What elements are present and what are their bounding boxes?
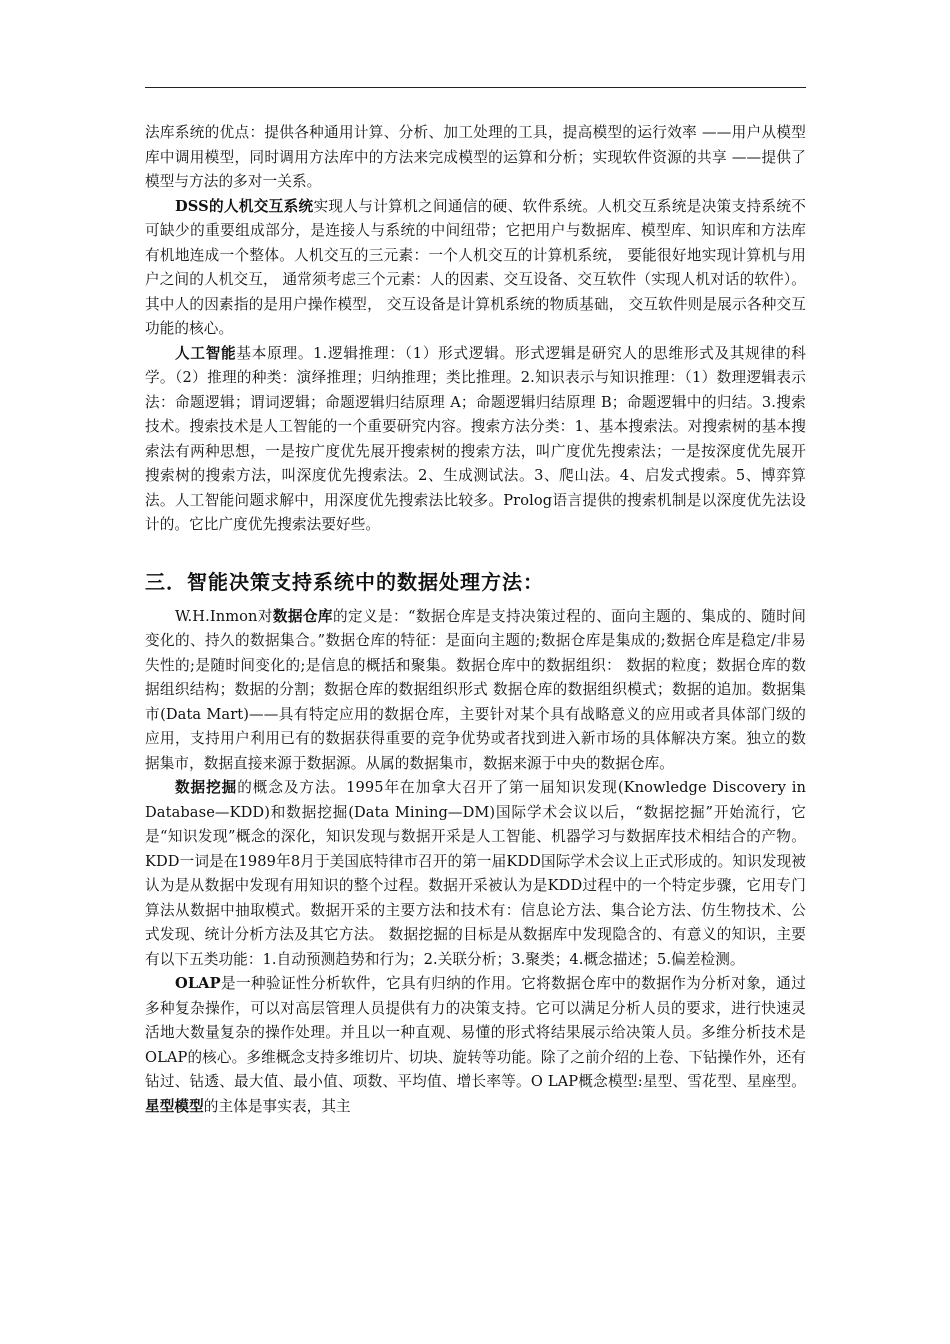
term-data-warehouse: 数据仓库 bbox=[272, 607, 333, 625]
paragraph-data-mining bbox=[145, 776, 806, 972]
term-star-schema: 星型模型 bbox=[145, 1097, 204, 1115]
paragraph-text: 是一种验证性分析软件，它具有归纳的作用。它将数据仓库中的数据作为分析对象，通过多种复杂操作，可以对高层管理人员提供有力的决策支持。它可以满足分析人员的要求，进行快速灵活地大数量复杂的操作处理。并且以一种直观、易懂的形式将结果展示给决策人员。多维分析技术是OLAP的核心。多维概念支持多维切片、切块、旋转等功能。除了之前介绍的上卷、下钻操作外，还有钻过、钻透、最大值、最小值、项数、平均值、增长率等。O LAP概念模型:星型、雪花型、星座型。 bbox=[145, 975, 806, 1090]
term-dss-hci: DSS的人机交互系统 bbox=[175, 197, 314, 215]
paragraph-text: 实现人与计算机之间通信的硬、软件系统。人机交互系统是决策支持系统不可缺少的重要组成部分，是连接人与系统的中间纽带；它把用户与数据库、模型库、知识库和方法库有机地连成一个整体。人机交互的三元素：一个人机交互的计算机系统， 要能很好地实现计算机与用户之间的人机交互， 通常须考虑三个元素：人的因素、交互设备、交互软件（实现人机对话的软件）。其中人的因素指的是用户操作模型， 交互设备是计算机系统的物质基础， 交互软件则是展示各种交互功能的核心。 bbox=[145, 197, 806, 337]
header-rule bbox=[145, 87, 806, 88]
term-ai: 人工智能 bbox=[175, 344, 237, 362]
paragraph-text: W.H.Inmon对 bbox=[175, 607, 273, 625]
paragraph-olap bbox=[145, 972, 806, 1119]
term-olap: OLAP bbox=[175, 975, 221, 992]
paragraph-text: 法库系统的优点：提供各种通用计算、分析、加工处理的工具，提高模型的运行效率 ——用户从模型库中调用模型，同时调用方法库中的方法来完成模型的运算和分析；实现软件资源的共享 ——提供了模型与方法的多对一关系。 bbox=[145, 124, 806, 190]
paragraph-data-warehouse bbox=[145, 605, 806, 777]
paragraph-ai bbox=[145, 342, 806, 538]
term-data-mining: 数据挖掘 bbox=[175, 779, 238, 796]
paragraph-text: 基本原理。1.逻辑推理：（1）形式逻辑。形式逻辑是研究人的思维形式及其规律的科学。（2）推理的种类：演绎推理；归纳推理；类比推理。2.知识表示与知识推理：（1）数理逻辑表示法：命题逻辑；谓词逻辑；命题逻辑归结原理 A；命题逻辑归结原理 B；命题逻辑中的归结。3.搜索技术。搜索技术是人工智能的一个重要研究内容。搜索方法分类：1、基本搜索法。对搜索树的基本搜索法有两种思想，一是按广度优先展开搜索树的搜索方法，叫广度优先搜索法；一是按深度优先展开搜索树的搜索方法，叫深度优先搜索法。2、生成测试法。3、爬山法。4、启发式搜索。5、博弈算法。人工智能问题求解中，用深度优先搜索法比较多。Prolog语言提供的搜索机制是以深度优先法设计的。它比广度优先搜索法要好些。 bbox=[145, 344, 807, 533]
paragraph-method-base bbox=[145, 121, 806, 195]
paragraph-dss-hci bbox=[145, 195, 806, 342]
paragraph-text: 的概念及方法。1995年在加拿大召开了第一届知识发现(Knowledge Discovery in Database—KDD)和数据挖掘(Data Mining—DM)国际学术会议以后，“数据挖掘”开始流行，它是“知识发现”概念的深化，知识发现与数据开采是人工智能、机器学习与数据库技术相结合的产物。KDD一词是在1989年8月于美国底特律市召开的第一届KDD国际学术会议上正式形成的。知识发现被认为是从数据中发现有用知识的整个过程。数据开采被认为是KDD过程中的一个特定步骤，它用专门算法从数据中抽取模式。数据开采的主要方法和技术有：信息论方法、集合论方法、仿生物技术、公式发现、统计分析方法及其它方法。 数据挖掘的目标是从数据库中发现隐含的、有意义的知识，主要有以下五类功能：1.自动预测趋势和行为；2.关联分析；3.聚类；4.概念描述；5.偏差检测。 bbox=[145, 779, 806, 968]
paragraph-text: 的主体是事实表，其主 bbox=[203, 1097, 351, 1115]
paragraph-text: 的定义是：“数据仓库是支持决策过程的、面向主题的、集成的、随时间变化的、持久的数据集合。”数据仓库的特征：是面向主题的;数据仓库是集成的;数据仓库是稳定/非易失性的;是随时间变化的;是信息的概括和聚集。数据仓库中的数据组织： 数据的粒度；数据仓库的数据组织结构；数据的分割；数据仓库的数据组织形式 数据仓库的数据组织模式；数据的追加。数据集市(Data Mart)——具有特定应用的数据仓库，主要针对某个具有战略意义的应用或者具体部门级的应用，支持用户利用已有的数据获得重要的竞争优势或者找到进入新市场的具体解决方案。独立的数据集市，数据直接来源于数据源。从属的数据集市，数据来源于中央的数据仓库。 bbox=[145, 607, 806, 772]
section-heading: 三．智能决策支持系统中的数据处理方法： bbox=[145, 569, 544, 594]
document-body bbox=[145, 121, 806, 1119]
